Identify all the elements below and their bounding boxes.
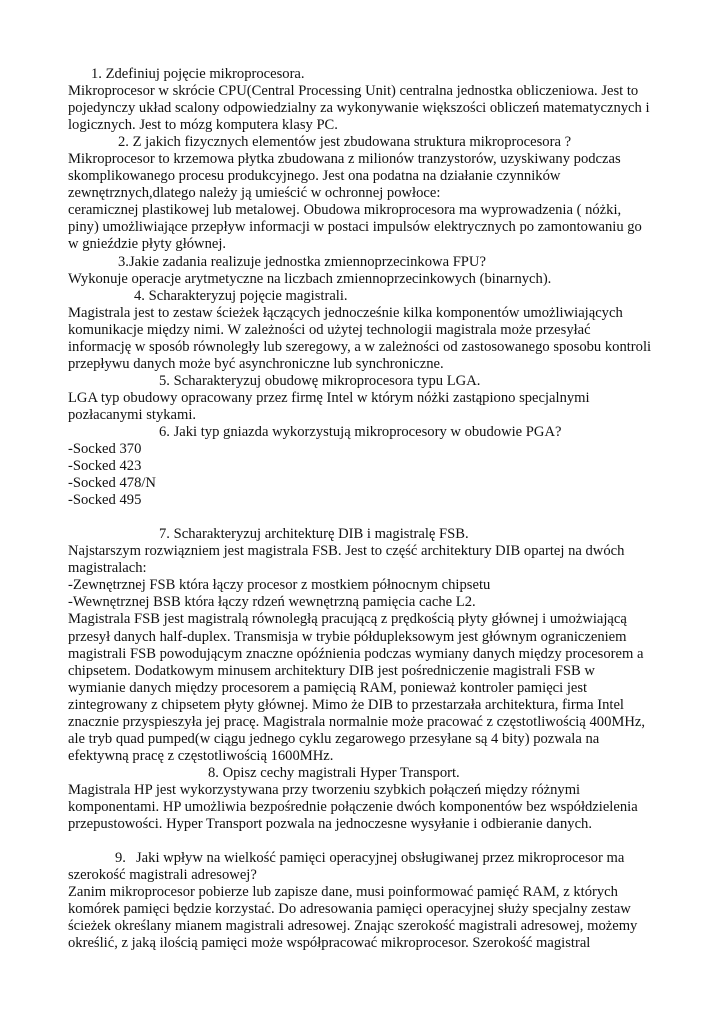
answer-2-line: zewnętrznych,dlatego należy ją umieścić w ochronnej powłoce:: [68, 185, 441, 202]
answer-9-line: Zanim mikroprocesor pobierze lub zapisze dane, musi poinformować pamięć RAM, z których: [68, 884, 618, 901]
answer-7-line: chipsetem. Dodatkowym minusem architektury DIB jest pośredniczenie magistrali FSB w: [68, 662, 595, 679]
answer-5-line: pozłacanymi stykami.: [68, 406, 197, 423]
answer-9-line: ścieżek określany mianem magistrali adresowej. Znając szerokość magistrali adresowej, możemy: [68, 918, 638, 935]
answer-8-line: komponentami. HP umożliwia bezpośrednie połączenie dwóch komponentów bez współdzielenia: [68, 798, 638, 815]
question-7-heading: 7. Scharakteryzuj architekturę DIB i magistralę FSB.: [159, 526, 469, 543]
socket-list-item: -Socked 423: [68, 458, 142, 475]
answer-3-line: Wykonuje operacje arytmetyczne na liczbach zmiennoprzecinkowych (binarnych).: [68, 270, 552, 287]
answer-7-line: znacznie przyspieszyła jej pracę. Magistrala normalnie może pracować z częstotliwością 400MHz,: [68, 713, 646, 730]
answer-7-line: przesył danych half-duplex. Transmisja w trybie półdupleksowym jest głównym ograniczeniem: [68, 628, 627, 645]
answer-1-line: logicznych. Jest to mózg komputera klasy PC.: [68, 117, 338, 134]
answer-9-line: określić, z jaką ilością pamięci może współpracować mikroprocesor. Szerokość magistral: [68, 935, 591, 952]
answer-8-line: Magistrala HP jest wykorzystywana przy tworzeniu szybkich połączeń między różnymi: [68, 781, 581, 798]
question-9-heading-line2: szerokość magistrali adresowej?: [68, 867, 257, 884]
blank-line: [68, 833, 668, 850]
answer-7-line: ale tryb quad pumped(w ciągu jednego cyklu zegarowego przesyłane są 4 bity) pozwala na: [68, 730, 600, 747]
answer-2-line: Mikroprocesor to krzemowa płytka zbudowana z milionów tranzystorów, uzyskiwany podczas: [68, 151, 621, 168]
answer-4-line: Magistrala jest to zestaw ścieżek łączących jednocześnie kilka komponentów umożliwiających: [68, 304, 623, 321]
answer-1-line: pojedynczy układ scalony odpowiedzialny za wykonywanie większości obliczeń matematycznych i: [68, 100, 650, 117]
answer-2-line: skomplikowanego procesu produkcyjnego. Jest ona podatna na działanie czynników: [68, 168, 561, 185]
socket-list-item: -Socked 478/N: [68, 475, 156, 492]
answer-2-line: w gnieździe płyty głównej.: [68, 236, 227, 253]
question-6-heading: 6. Jaki typ gniazda wykorzystują mikroprocesory w obudowie PGA?: [159, 423, 562, 440]
answer-7-line: efektywną pracę z częstotliwością 1600MHz.: [68, 747, 334, 764]
question-1-heading: 1. Zdefiniuj pojęcie mikroprocesora.: [91, 66, 305, 82]
answer-7-line: Najstarszym rozwiązniem jest magistrala FSB. Jest to część architektury DIB opartej na dwóch: [68, 543, 625, 560]
question-9-number: 9.: [115, 850, 126, 867]
answer-7-line: -Zewnętrznej FSB która łączy procesor z mostkiem północnym chipsetu: [68, 577, 491, 594]
question-8-heading: 8. Opisz cechy magistrali Hyper Transport.: [208, 764, 460, 781]
answer-7-line: Magistrala FSB jest magistralą równoległą pracującą z prędkością płyty głównej i umożwiającą: [68, 611, 627, 628]
answer-4-line: komunikacje między nimi. W zależności od użytej technologii magistrala może przesyłać: [68, 321, 591, 338]
socket-list-item: -Socked 495: [68, 492, 142, 509]
question-2-heading: 2. Z jakich fizycznych elementów jest zbudowana struktura mikroprocesora ?: [118, 134, 572, 151]
answer-7-line: magistrali FSB powodującym znaczne opóźnienia podczas wymiany danych między procesorem a: [68, 645, 644, 662]
answer-4-line: informację w sposób równoległy lub szeregowy, a w zależności od zastosowanego sposobu kontroli: [68, 338, 652, 355]
answer-7-line: magistralach:: [68, 560, 147, 577]
blank-line: [68, 509, 668, 526]
answer-9-line: komórek pamięci będzie korzystać. Do adresowania pamięci operacyjnej służy specjalny zestaw: [68, 901, 631, 918]
question-3-heading: 3.Jakie zadania realizuje jednostka zmiennoprzecinkowa FPU?: [118, 253, 486, 270]
document-page: [68, 66, 668, 952]
answer-7-line: -Wewnętrznej BSB która łączy rdzeń wewnętrzną pamięcia cache L2.: [68, 594, 476, 611]
socket-list-item: -Socked 370: [68, 441, 142, 458]
answer-8-line: przepustowości. Hyper Transport pozwala na jednoczesne wysyłanie i odbieranie danych.: [68, 816, 593, 833]
question-9-heading-line1: Jaki wpływ na wielkość pamięci operacyjnej obsługiwanej przez mikroprocesor ma: [136, 850, 625, 867]
question-5-heading: 5. Scharakteryzuj obudowę mikroprocesora typu LGA.: [159, 372, 481, 389]
answer-7-line: wymianie danych między procesorem a pamięcią RAM, ponieważ kontroler pamięci jest: [68, 679, 588, 696]
answer-4-line: przepływu danych może być asynchroniczne lub synchroniczne.: [68, 355, 444, 372]
answer-7-line: zintegrowany z chipsetem płyty głównej. Mimo że DIB to przestarzała architektura, firma Intel: [68, 696, 624, 713]
answer-1-line: Mikroprocesor w skrócie CPU(Central Processing Unit) centralna jednostka obliczeniowa. Jest to: [68, 83, 639, 100]
answer-2-line: ceramicznej plastikowej lub metalowej. Obudowa mikroprocesora ma wyprowadzenia ( nóżki,: [68, 202, 622, 219]
answer-2-line: piny) umożliwiające przepływ informacji w postaci impulsów elektrycznych po zamontowaniu go: [68, 219, 642, 236]
answer-5-line: LGA typ obudowy opracowany przez firmę Intel w którym nóżki zastąpiono specjalnymi: [68, 389, 590, 406]
question-4-heading: 4. Scharakteryzuj pojęcie magistrali.: [134, 287, 348, 304]
question-9-heading: [68, 850, 668, 867]
